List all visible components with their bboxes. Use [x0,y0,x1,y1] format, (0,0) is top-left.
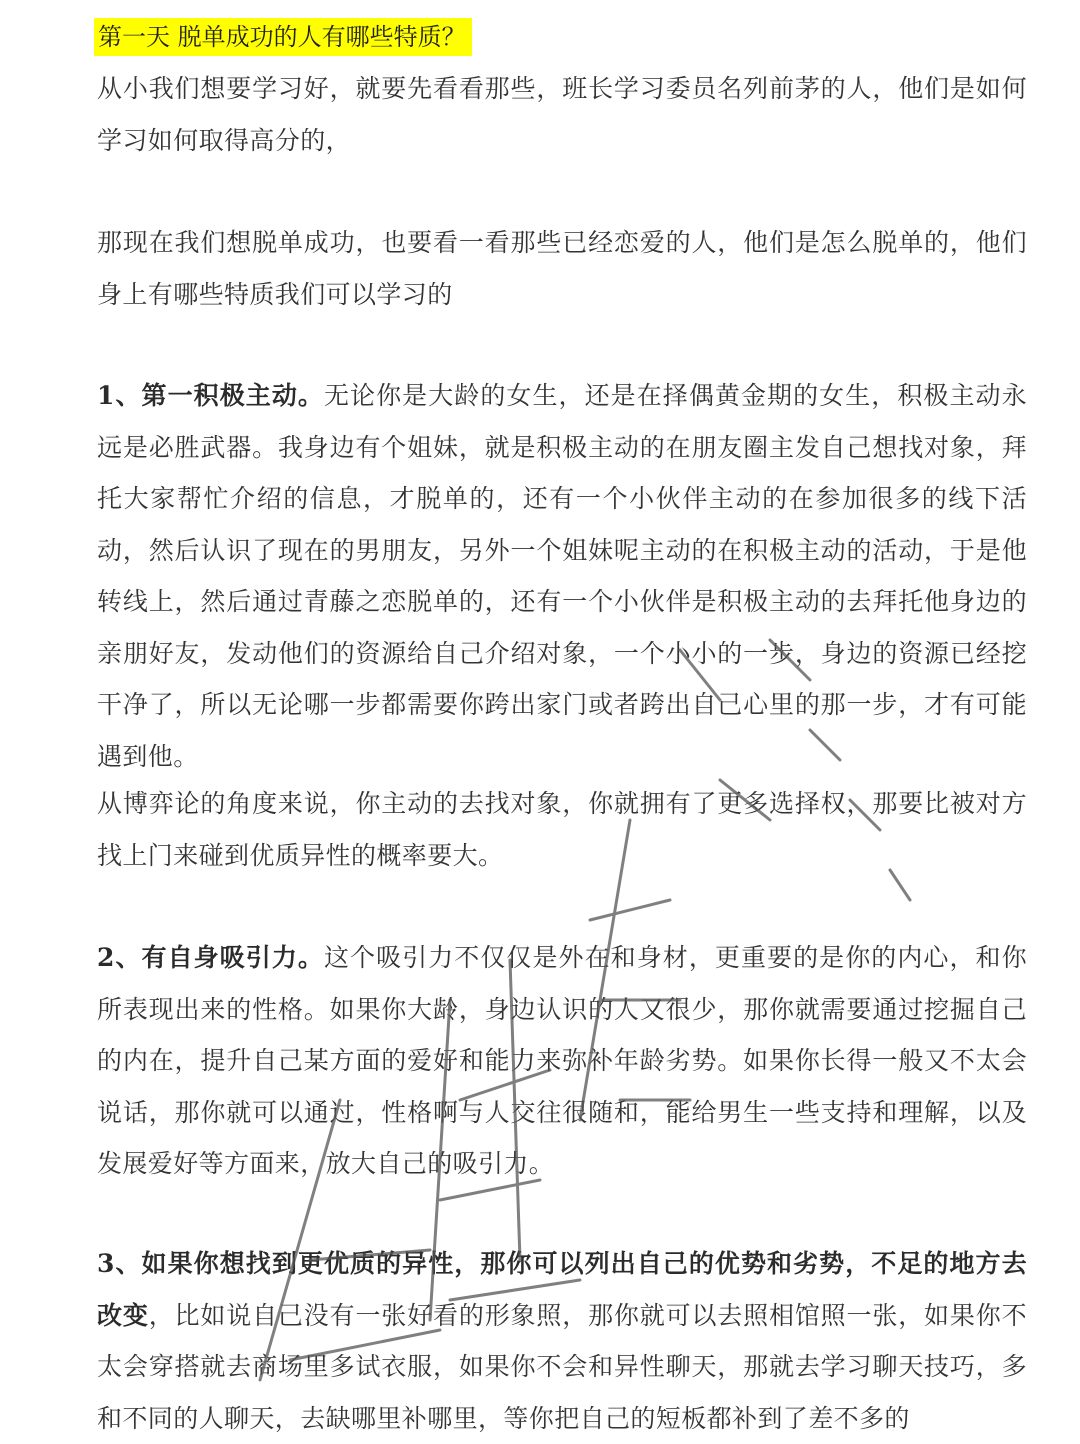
point-2-heading: 2、有自身吸引力。 [97,943,324,972]
point-3-heading: 3、如果你想找到更优质的异性，那你可以列出自己的优势和劣势，不足的地方去改变 [97,1249,1027,1330]
point-1-paragraph [97,370,1027,782]
point-3-body: ，比如说自己没有一张好看的形象照，那你就可以去照相馆照一张，如果你不太会穿搭就去商场里多试衣服，如果你不会和异性聊天，那就去学习聊天技巧，多和不同的人聊天，去缺哪里补哪里，等你把自己的短板都补到了差不多的 [97,1300,1027,1433]
intro-paragraph-2: 那现在我们想脱单成功，也要看一看那些已经恋爱的人，他们是怎么脱单的，他们身上有哪些特质我们可以学习的 [97,228,1027,309]
point-2-paragraph [97,932,1027,1190]
point-1-body: 无论你是大龄的女生，还是在择偶黄金期的女生，积极主动永远是必胜武器。我身边有个姐妹，就是积极主动的在朋友圈主发自己想找对象，拜托大家帮忙介绍的信息，才脱单的，还有一个小伙伴主动的在参加很多的线下活动，然后认识了现在的男朋友，另外一个姐妹呢主动的在积极主动的活动，于是他转线上，然后通过青藤之恋脱单的，还有一个小伙伴是积极主动的去拜托他身边的亲朋好友，发动他们的资源给自己介绍对象，一个小小的一步，身边的资源已经挖干净了，所以无论哪一步都需要你跨出家门或者跨出自己心里的那一步，才有可能遇到他。 [97,381,1027,771]
point-3-paragraph [97,1238,1027,1444]
point-1-heading: 1、第一积极主动。 [97,381,324,410]
point-2-body: 这个吸引力不仅仅是外在和身材，更重要的是你的内心，和你所表现出来的性格。如果你大龄，身边认识的人又很少，那你就需要通过挖掘自己的内在，提升自己某方面的爱好和能力来弥补年龄劣势。如果你长得一般又不太会说话，那你就可以通过，性格啊与人交往很随和，能给男生一些支持和理解，以及发展爱好等方面来，放大自己的吸引力。 [97,943,1027,1178]
point-1-extra-paragraph: 从博弈论的角度来说，你主动的去找对象，你就拥有了更多选择权，那要比被对方找上门来碰到优质异性的概率要大。 [97,789,1027,870]
intro-paragraph-1: 从小我们想要学习好，就要先看看那些，班长学习委员名列前茅的人，他们是如何学习如何取得高分的， [97,74,1027,155]
page-title: 第一天 脱单成功的人有哪些特质？ [94,18,472,56]
